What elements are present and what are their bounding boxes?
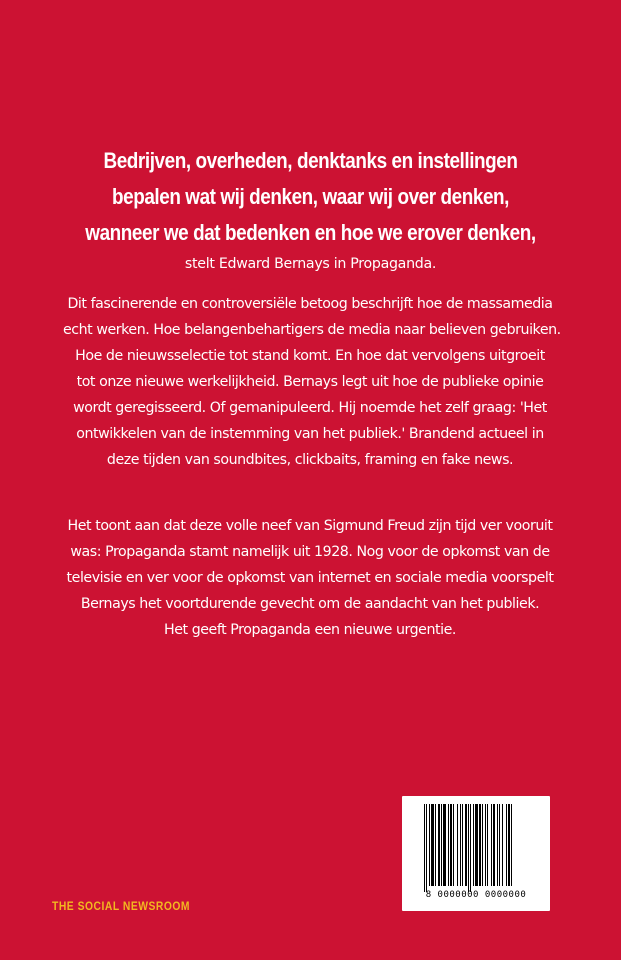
- paragraph-line: was: Propaganda stamt namelijk uit 1928. Nog voor de opkomst van de: [70, 544, 550, 560]
- barcode-bar: [485, 804, 486, 886]
- barcode-bar: [438, 804, 440, 886]
- paragraph-line: deze tijden van soundbites, clickbaits, framing en fake news.: [106, 452, 514, 468]
- barcode-bar: [493, 804, 495, 886]
- barcode-bar: [468, 804, 469, 892]
- paragraph-line: echt werken. Hoe belangenbehartigers de media naar believen gebruiken.: [63, 322, 561, 338]
- attribution: stelt Edward Bernays in Propaganda.: [184, 256, 437, 272]
- paragraph-line: tot onze nieuwe werkelijkheid. Bernays legt uit hoe de publieke opinie: [76, 374, 544, 390]
- paragraph-line: wordt geregisseerd. Of gemanipuleerd. Hij noemde het zelf graag: 'Het: [73, 400, 547, 416]
- barcode-bar: [448, 804, 449, 886]
- barcode-bar: [479, 804, 481, 886]
- barcode-bar: [443, 804, 446, 886]
- barcode-bar: [435, 804, 436, 886]
- paragraph-line: televisie en ver voor de opkomst van internet en sociale media voorspelt: [66, 570, 554, 586]
- barcode-digits: 8 0000000 0000000: [425, 890, 527, 900]
- barcode-bar: [482, 804, 483, 886]
- paragraph-line: Het toont aan dat deze volle neef van Sigmund Freud zijn tijd ver vooruit: [67, 518, 553, 534]
- publisher-logo: THE SOCIAL NEWSROOM: [52, 899, 191, 913]
- barcode-bar: [453, 804, 454, 886]
- barcode-bar: [424, 804, 425, 892]
- barcode-bar: [487, 804, 488, 886]
- headline: [78, 143, 543, 251]
- headline-line-3: wanneer we dat bedenken en hoe we erover denken,: [85, 220, 536, 245]
- paragraph-line: Hoe de nieuwsselectie tot stand komt. En hoe dat vervolgens uitgroeit: [75, 348, 545, 364]
- barcode-bar: [460, 804, 461, 886]
- barcode-bar: [441, 804, 442, 886]
- barcode-bar: [508, 804, 510, 886]
- barcode-bar: [462, 804, 463, 886]
- barcode-bar: [502, 804, 503, 886]
- headline-line-2: bepalen wat wij denken, waar wij over denken,: [111, 184, 510, 209]
- barcode-bar: [426, 804, 427, 892]
- barcode-bar: [473, 804, 474, 886]
- paragraph-line: ontwikkelen van de instemming van het publiek.' Brandend actueel in: [76, 426, 544, 442]
- barcode-bar: [506, 804, 507, 886]
- barcode-bar: [429, 804, 430, 886]
- paragraph-line: Het geeft Propaganda een nieuwe urgentie.: [164, 622, 456, 638]
- description-paragraph-2: [63, 513, 557, 643]
- barcode-bar: [511, 804, 512, 886]
- barcode-bar: [475, 804, 478, 886]
- barcode-bar: [491, 804, 492, 886]
- paragraph-line: Dit fascinerende en controversiële betoog beschrijft hoe de massamedia: [67, 296, 553, 312]
- paragraph-line: Bernays het voortdurende gevecht om de aandacht van het publiek.: [80, 596, 540, 612]
- barcode-bar: [470, 804, 471, 892]
- barcode: [402, 796, 550, 911]
- barcode-bar: [457, 804, 458, 886]
- barcode-bar: [497, 804, 498, 886]
- description-paragraph-1: [63, 291, 561, 473]
- barcode-bar: [431, 804, 434, 886]
- headline-line-1: Bedrijven, overheden, denktanks en instellingen: [103, 148, 518, 173]
- barcode-bar: [450, 804, 452, 886]
- barcode-bar: [465, 804, 467, 886]
- barcode-bar: [499, 804, 500, 886]
